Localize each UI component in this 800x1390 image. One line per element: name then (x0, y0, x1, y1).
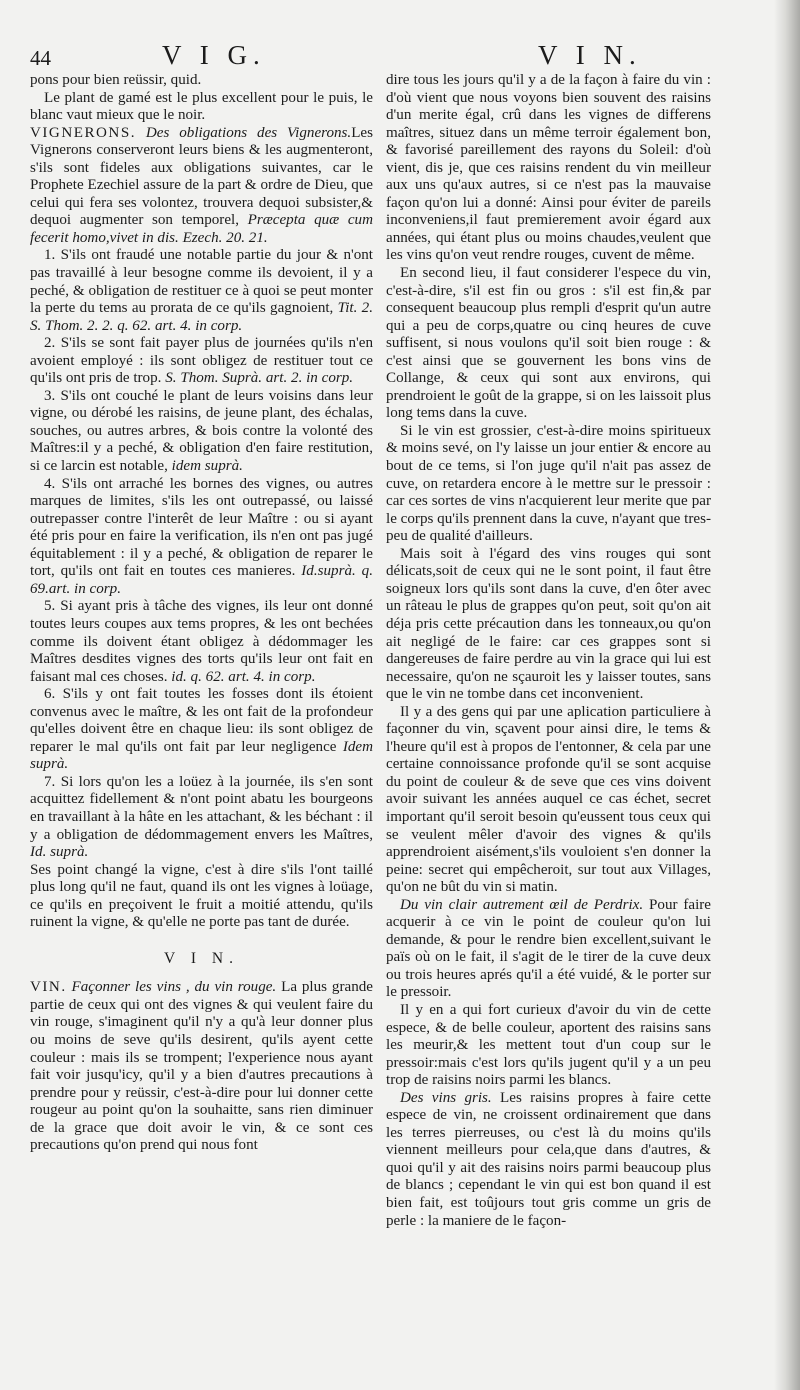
paragraph: Mais soit à l'égard des vins rouges qui sont délicats,soit de ceux qui ne le sont point, il faut être soigneux lors qu'ils sont dans la cuve, d'en ôter avec un râteau le plus de grappes qu'on peut, soit qu'on ait déja pris cette précaution dans les tonneaux,ou qu'on ait negligé de le faire: car ces grappes sont si dangereuses de faire perdre au vin la grace qui lui est necessaire, qu'on ne sçauroit les y laisser toutes, sans que le vin ne tombe dans cet inconvenient. (386, 545, 711, 703)
reference: idem suprà. (171, 458, 243, 475)
entry-title: Façonner les vins , du vin rouge. (71, 979, 277, 996)
entry-text: Les Vignerons conserveront leurs biens & les augmenteront, s'ils sont fideles aux obligations suivantes, car le Prophete Ezechiel assure de la part & ordre de Dieu, que celui qui fera ses volontez, trouvera dequoi subsister,& dequoi augmenter son temporel, (30, 124, 373, 229)
page-gutter-shadow (774, 0, 800, 1390)
paragraph-text: Pour faire acquerir à ce vin le point de couleur qu'on lui demande, & pour le rendre bien excellent,suivant le païs où on le fait, il s'agit de le tirer de la cuve deux ou trois heures aprés qu'il a été vuidé, & le porter sur le pressoir. (386, 896, 712, 1001)
paragraph (30, 476, 373, 599)
latin-quote: Præcepta quæ cum fecerit homo,vivet in dis. Ezech. 20. 21. (30, 212, 373, 246)
running-head-left: V I G. (162, 40, 266, 70)
paragraph-text: 4. S'ils ont arraché les bornes des vignes, ou autres marques de limites, s'ils les ont outrepassé, ou laissé outrepasser contre l'interêt de leur Maître : ou si ayant été pris pour en faire la verification, ils n'en ont pas jugé équitablement : il y a peché, & obligation de reparer le tort, qu'ils ont fait en toutes ces manieres. (30, 475, 373, 580)
entry-text: La plus grande partie de ceux qui ont des vignes & qui veulent faire du vin rouge, s'imaginent qu'il n'y a qu'à leur donner plus ou moins de seve qu'ils desirent, qu'ils ayent cette couleur : mais ils se trompent; l'experience nous ayant fait voir jusqu'icy, qu'il y a bien d'autres precautions à prendre pour y reüssir, c'est-à-dire pour lui donner cette rougeur au point qu'on la souhaitte, sans rien diminuer de la grace que doit avoir le vin, & ce sont ces precautions qu'on prend qui nous font (30, 979, 373, 1154)
paragraph: Le plant de gamé est le plus excellent pour le puis, le blanc vaut mieux que le noir. (30, 89, 373, 124)
entry-vignerons (30, 125, 373, 248)
reference: id. q. 62. art. 4. in corp. (171, 668, 316, 685)
paragraph-text: 6. S'ils y ont fait toutes les fosses dont ils étoient convenus avec le maître, & les ont fait de la profondeur qu'elles doivent être en chaque lieu: ils sont obligez de reparer le mal qu'ils ont fait par leur negligence (30, 686, 373, 755)
paragraph (30, 774, 373, 862)
paragraph (30, 598, 373, 686)
reference: Idem suprà. (30, 738, 373, 773)
page-number: 44 (30, 46, 51, 70)
reference: Id.suprà. q. 69.art. in corp. (30, 563, 373, 597)
paragraph: Il y en a qui fort curieux d'avoir du vin de cette espece, & de belle couleur, aportent des raisins sans les meurir,& les mettent tout d'un coup sur le pressoir:mais c'est lors qu'ils jugent qu'il y a un peu trop de raisins noirs parmi les blancs. (386, 1001, 711, 1089)
running-header (30, 40, 760, 70)
paragraph: En second lieu, il faut considerer l'espece du vin, c'est-à-dire, s'il est fin ou gros : s'il est fin,& par consequent beaucoup plus rempli d'esprit qu'un autre qui a peu de corps,quatre ou cinq heures de cuve suffisent, si nous voulons qu'il soit bien rouge : & c'est ainsi que se gouvernent les bons vins de Collange, & ceux qui sont aux environs, qui prendroient le goût de la grappe, si on les laissoit plus long tems dans la cuve. (386, 265, 711, 422)
paragraph (386, 1090, 711, 1230)
reference: Tit. 2. S. Thom. 2. 2. q. 62. art. 4. in corp. (30, 300, 373, 334)
entry-headword: VIGNERONS. (30, 124, 136, 141)
reference: S. Thom. Suprà. art. 2. in corp. (165, 370, 354, 387)
paragraph: Si le vin est grossier, c'est-à-dire moins spiritueux & moins sevé, on l'y laisse un jour entier & encore au bout de ce tems, si l'on juge qu'il n'ait pas assez de cuve, on retardera encore à le mettre sur le pressoir : car ces sortes de vins n'acquierent leur merite que par le corps qu'ils prennent dans la cuve, n'ayant que tres-peu de qualité d'ailleurs. (386, 422, 711, 545)
subsection-title: Du vin clair autrement œil de Perdrix. (400, 896, 644, 913)
running-head-right: V I N. (538, 40, 642, 70)
paragraph-text: 3. S'ils ont couché le plant de leurs voisins dans leur vigne, ou dérobé les raisins, de jeune plant, des échalas, souches, ou autres arbres, & bois contre la volonté des Maîtres:il y a peché, & obligation d'en faire restitution, si ce larcin est notable, (30, 387, 373, 475)
paragraph: dire tous les jours qu'il y a de la façon à faire du vin : d'où vient que nous voyons bien souvent des raisins d'un merite égal, crû dans les vignes de differens maîtres, situez dans un même terroir également bon, & favorisé pareillement des rayons du Soleil: d'où vient, dis je, que ces raisins rendent du vin meilleur aux uns qu'aux autres, si ce n'est pas la mauvaise façon qu'on lui a donné: Ainsi pour éviter de pareils inconveniens,il faut premierement avoir égard aux années, qui étant plus ou moins chaudes,veulent que les vins qu'on veut rendre rouges, cuvent de même. (386, 72, 711, 264)
entry-title: Des obligations des Vignerons. (145, 124, 352, 141)
paragraph (386, 897, 711, 1002)
paragraph: pons pour bien reüssir, quid. (30, 72, 202, 88)
paragraph (30, 686, 373, 774)
paragraph: Il y a des gens qui par une aplication particuliere à façonner du vin, sçavent pour ainsi dire, le tems & l'heure qu'il est à propos de l'entonner, & cela par une certaine connoissance profonde qu'il se sont acquise du point de couleur & de seve que ces vins doivent avoir suivant les années auquel ce cas échet, secret important qu'il seroit besoin qu'eussent tous ceux qui se veulent mêler d'avoir des vignes & qu'ils apprendroient aisément,s'ils vouloient s'en donner la peine: secret qui empêcheroit, sur tout aux Villages, qu'on ne bût du vin si matin. (386, 703, 711, 896)
paragraph-text: 1. S'ils ont fraudé une notable partie du jour & n'ont pas travaillé à leur besogne comme ils devoient, il y a peché, & obligation de restituer ce à quoi se peut monter la perte du tems au prorata de ce qu'ils gagnoient, (30, 247, 373, 317)
paragraph (30, 247, 373, 335)
paragraph-text: 7. Si lors qu'on les a loüez à la journée, ils s'en sont acquittez fidellement & n'ont point abatu les bourgeons en travaillant à la hâte en les attachant, & les béchant : il y a obligation de dédommagement envers les Maîtres, (30, 773, 373, 843)
section-title: V I N. (164, 949, 239, 967)
paragraph-text: 2. S'ils se sont fait payer plus de journées qu'ils n'en avoient employé : ils sont obligez de restituer tout ce qu'ils ont pris de trop. (30, 335, 373, 387)
entry-headword: VIN. (30, 979, 67, 996)
reference: Id. suprà. (30, 844, 89, 861)
paragraph-text: 5. Si ayant pris à tâche des vignes, ils leur ont donné toutes leurs coupes aux tems propres, & les ont bechées comme ils doivent étant obligez à dédommager les Maîtres desdites vignes des torts qu'ils leur ont fait en faisant mal ces choses. (30, 598, 373, 685)
paragraph: Ses point changé la vigne, c'est à dire s'ils l'ont taillé plus long qu'il ne faut, quand ils ont les vignes à loüage, ce qu'ils en preçoivent le fruit a moitié attendu, qu'ils ruinent la vigne, & qu'elle ne porte pas tant de durée. (30, 861, 373, 931)
subsection-title: Des vins gris. (400, 1089, 492, 1106)
entry-vin (30, 979, 373, 1154)
paragraph (30, 335, 373, 388)
paragraph (30, 388, 373, 476)
paragraph-text: Les raisins propres à faire cette espece de vin, ne croissent ordinairement que dans les terres pierreuses, ou c'est là du moins qu'ils viennent meilleurs pour cela,que dans d'autres, & quoi qu'il y ait des raisins noirs parmi beaucoup plus de blancs ; cependant le vin qui est bon quand il est bien fait, est toûjours tout gris comme un gris de perle : la maniere de le façon- (386, 1089, 711, 1229)
right-column (386, 72, 711, 1230)
left-column (30, 72, 373, 1155)
